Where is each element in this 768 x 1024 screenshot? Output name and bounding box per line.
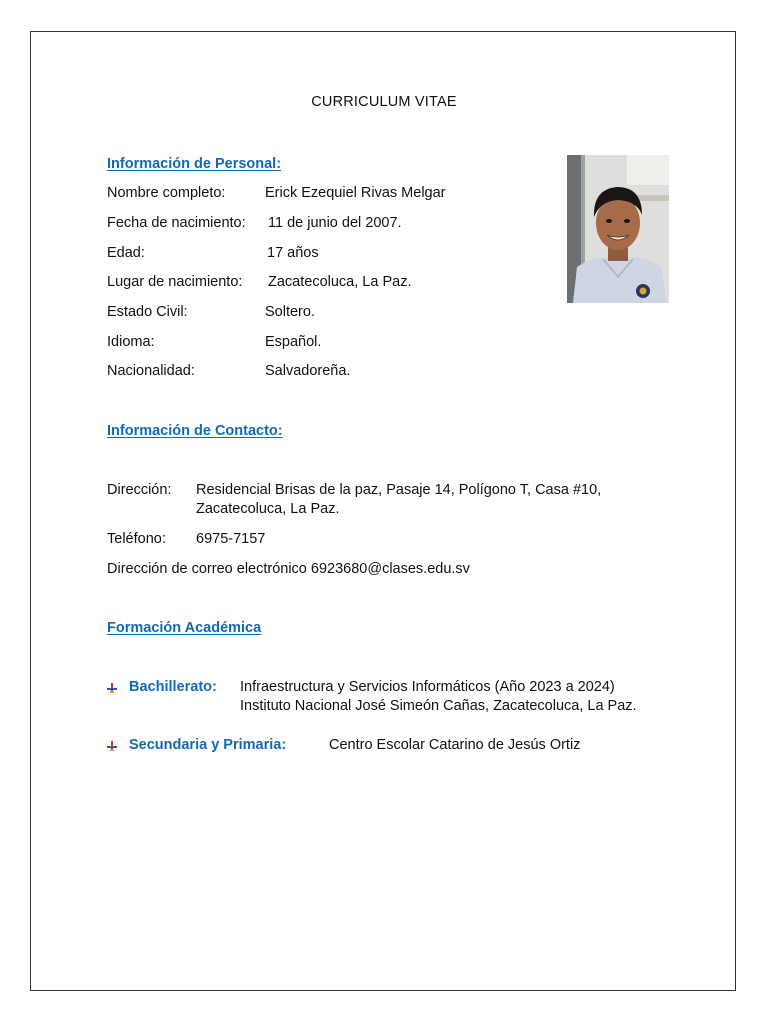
personal-row-label: Nacionalidad: <box>107 363 195 379</box>
personal-info-heading: Información de Personal: <box>107 156 282 172</box>
personal-row-label: Nombre completo: <box>107 185 226 201</box>
education-item-label: Bachillerato: <box>129 679 217 695</box>
phone-label: Teléfono: <box>107 531 166 547</box>
personal-row-label: Edad: <box>107 245 145 261</box>
personal-row-label: Fecha de nacimiento: <box>107 215 246 231</box>
personal-row-value: Salvadoreña. <box>265 363 351 379</box>
personal-row-value: 11 de junio del 2007. <box>268 215 402 231</box>
personal-row-label: Lugar de nacimiento: <box>107 274 243 290</box>
address-label: Dirección: <box>107 482 172 498</box>
education-item-label: Secundaria y Primaria: <box>129 737 287 753</box>
personal-row-value: 17 años <box>267 245 319 261</box>
document-title: CURRICULUM VITAE <box>311 94 457 110</box>
phone-value: 6975-7157 <box>196 531 266 547</box>
personal-row-value: Español. <box>265 334 322 350</box>
address-line-2: Zacatecoluca, La Paz. <box>196 501 340 517</box>
profile-photo-illustration <box>567 155 669 303</box>
bullet-icon <box>106 740 118 756</box>
bullet-icon <box>106 682 118 698</box>
personal-row-label: Estado Civil: <box>107 304 188 320</box>
education-item-line-1: Centro Escolar Catarino de Jesús Ortiz <box>329 737 581 753</box>
contact-info-heading: Información de Contacto: <box>107 423 283 439</box>
personal-row-value: Erick Ezequiel Rivas Melgar <box>265 185 446 201</box>
email-line: Dirección de correo electrónico 6923680@clases.edu.sv <box>107 561 470 577</box>
personal-row-label: Idioma: <box>107 334 155 350</box>
education-item-line-2: Instituto Nacional José Simeón Cañas, Zacatecoluca, La Paz. <box>240 698 637 714</box>
personal-row-value: Zacatecoluca, La Paz. <box>268 274 412 290</box>
education-item-line-1: Infraestructura y Servicios Informáticos (Año 2023 a 2024) <box>240 679 615 695</box>
profile-photo <box>567 155 669 303</box>
personal-row-value: Soltero. <box>265 304 315 320</box>
address-line-1: Residencial Brisas de la paz, Pasaje 14, Polígono T, Casa #10, <box>196 482 602 498</box>
education-heading: Formación Académica <box>107 620 262 636</box>
